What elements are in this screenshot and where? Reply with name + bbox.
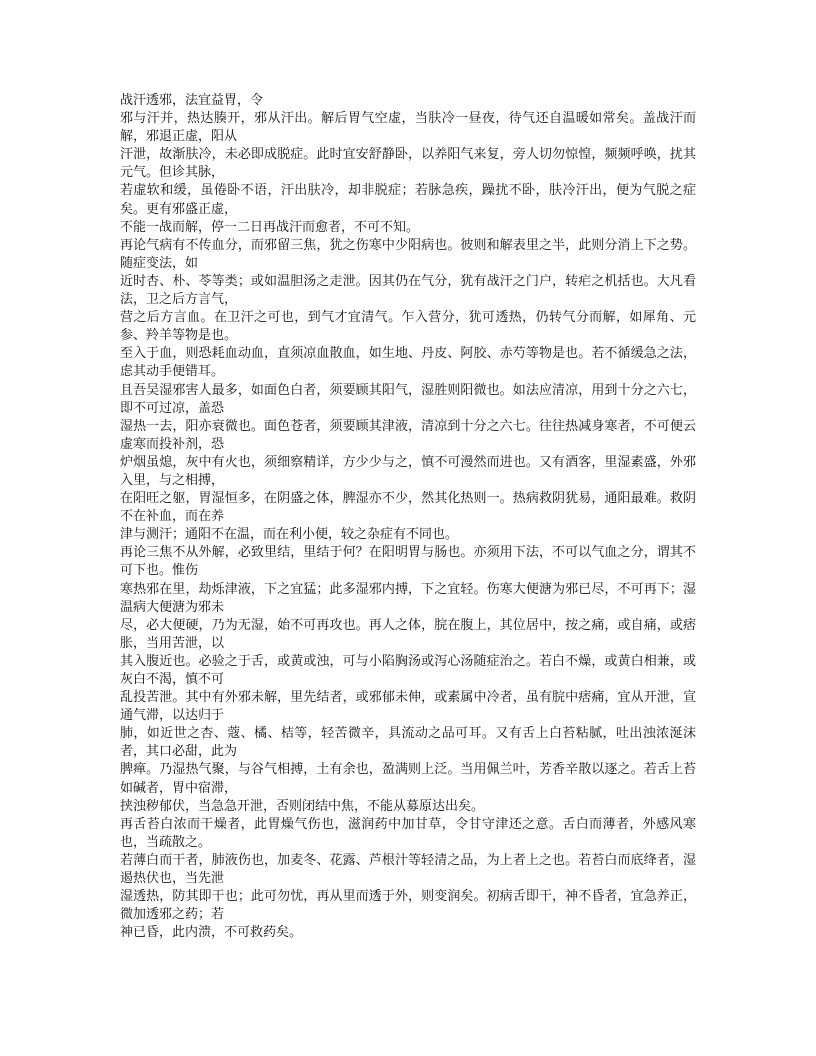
text-line: 肺，如近世之杏、蔻、橘、桔等，轻苦微辛，具流动之品可耳。又有舌上白苔粘腻，吐出浊浓涎沫者，其口必甜，此为 (120, 726, 696, 760)
text-line: 若薄白而干者，肺液伤也，加麦冬、花露、芦根汁等轻清之品，为上者上之也。若苔白而底绛者，湿遏热伏也，当先泄 (120, 852, 696, 887)
text-line: 若虚软和缓，虽倦卧不语，汗出肤冷，却非脱症；若脉急疾，躁扰不卧，肤冷汗出，便为气脱之症矣。更有邪盛正虚， (120, 183, 696, 217)
text-line: 炉烟虽熄，灰中有火也，须细察精详，方少少与之，慎不可漫然而进也。又有酒客，里湿素盛，外邪入里，与之相搏， (120, 454, 696, 488)
text-line: 再论气病有不传血分，而邪留三焦，犹之伤寒中少阳病也。彼则和解表里之半，此则分消上下之势。随症变法，如 (120, 237, 696, 271)
text-line: 乱投苦泄。其中有外邪未解，里先结者，或邪郁未伸，或素属中冷者，虽有脘中痞痛，宜从开泄，宣通气滞，以达归于 (120, 690, 696, 724)
text-line: 其入腹近也。必验之于舌，或黄或浊，可与小陷胸汤或泻心汤随症治之。若白不燥，或黄白相兼，或灰白不渴，慎不可 (120, 653, 696, 687)
text-line: 近时杏、朴、苓等类；或如温胆汤之走泄。因其仍在气分，犹有战汗之门户，转疟之机括也。大凡看法，卫之后方言气， (120, 273, 696, 308)
text-line: 在阳旺之躯，胃湿恒多，在阴盛之体，脾湿亦不少，然其化热则一。热病救阴犹易，通阳最难。救阴不在补血，而在养 (120, 491, 696, 525)
text-line: 再舌苔白浓而干燥者，此胃燥气伤也，滋润药中加甘草，令甘守津还之意。舌白而薄者，外感风寒也，当疏散之。 (120, 816, 696, 850)
text-line: 神已昏，此内溃，不可救药矣。 (120, 925, 303, 941)
text-line: 不能一战而解，停一二日再战汗而愈者，不可不知。 (120, 219, 420, 235)
text-line: 邪与汗并，热达腠开，邪从汗出。解后胃气空虚，当肤冷一昼夜，待气还自温暖如常矣。盖战汗而解，邪退正虚，阳从 (120, 111, 696, 145)
text-line: 战汗透邪，法宜益胃，令 (120, 93, 264, 108)
text-line: 再论三焦不从外解，必致里结，里结于何？在阳明胃与肠也。亦须用下法，不可以气血之分，谓其不可下也。惟伤 (120, 545, 696, 579)
text-line: 津与测汗；通阳不在温，而在利小便，较之杂症有不同也。 (120, 527, 459, 543)
text-line: 至入于血，则恐耗血动血，直须凉血散血，如生地、丹皮、阿胶、赤芍等物是也。若不循缓急之法，虑其动手便错耳。 (120, 346, 696, 380)
text-line: 尽，必大便硬，乃为无湿，始不可再攻也。再人之体，脘在腹上，其位居中，按之痛，或自痛，或痞胀，当用苦泄，以 (120, 617, 696, 651)
text-line: 且吾吴湿邪害人最多，如面色白者，须要顾其阳气，湿胜则阳微也。如法应清凉，用到十分之六七，即不可过凉，盖恐 (120, 382, 696, 416)
text-line: 脾瘅。乃湿热气聚，与谷气相搏，土有余也，盈满则上泛。当用佩兰叶，芳香辛散以逐之。若舌上苔如碱者，胃中宿滞， (120, 762, 696, 796)
text-line: 挟浊秽郁伏，当急急开泄，否则闭结中焦，不能从募原达出矣。 (120, 798, 485, 814)
text-line: 营之后方言血。在卫汗之可也，到气才宜清气。乍入营分，犹可透热，仍转气分而解，如犀角、元参、羚羊等物是也。 (120, 310, 696, 344)
text-line: 寒热邪在里，劫烁津液，下之宜猛；此多湿邪内搏，下之宜轻。伤寒大便溏为邪已尽，不可再下；湿温病大便溏为邪未 (120, 581, 696, 615)
text-line: 汗泄，故渐肤冷，未必即成脱症。此时宜安舒静卧，以养阳气来复，旁人切勿惊惶，频频呼唤，扰其元气。但诊其脉， (120, 147, 696, 181)
text-body (120, 92, 696, 942)
text-line: 湿透热，防其即干也；此可勿忧，再从里而透于外，则变润矣。初病舌即干，神不昏者，宜急养正，微加透邪之药；若 (120, 889, 696, 923)
text-line: 湿热一去，阳亦衰微也。面色苍者，须要顾其津液，清凉到十分之六七。往往热减身寒者，不可便云虚寒而投补剂，恐 (120, 418, 696, 452)
